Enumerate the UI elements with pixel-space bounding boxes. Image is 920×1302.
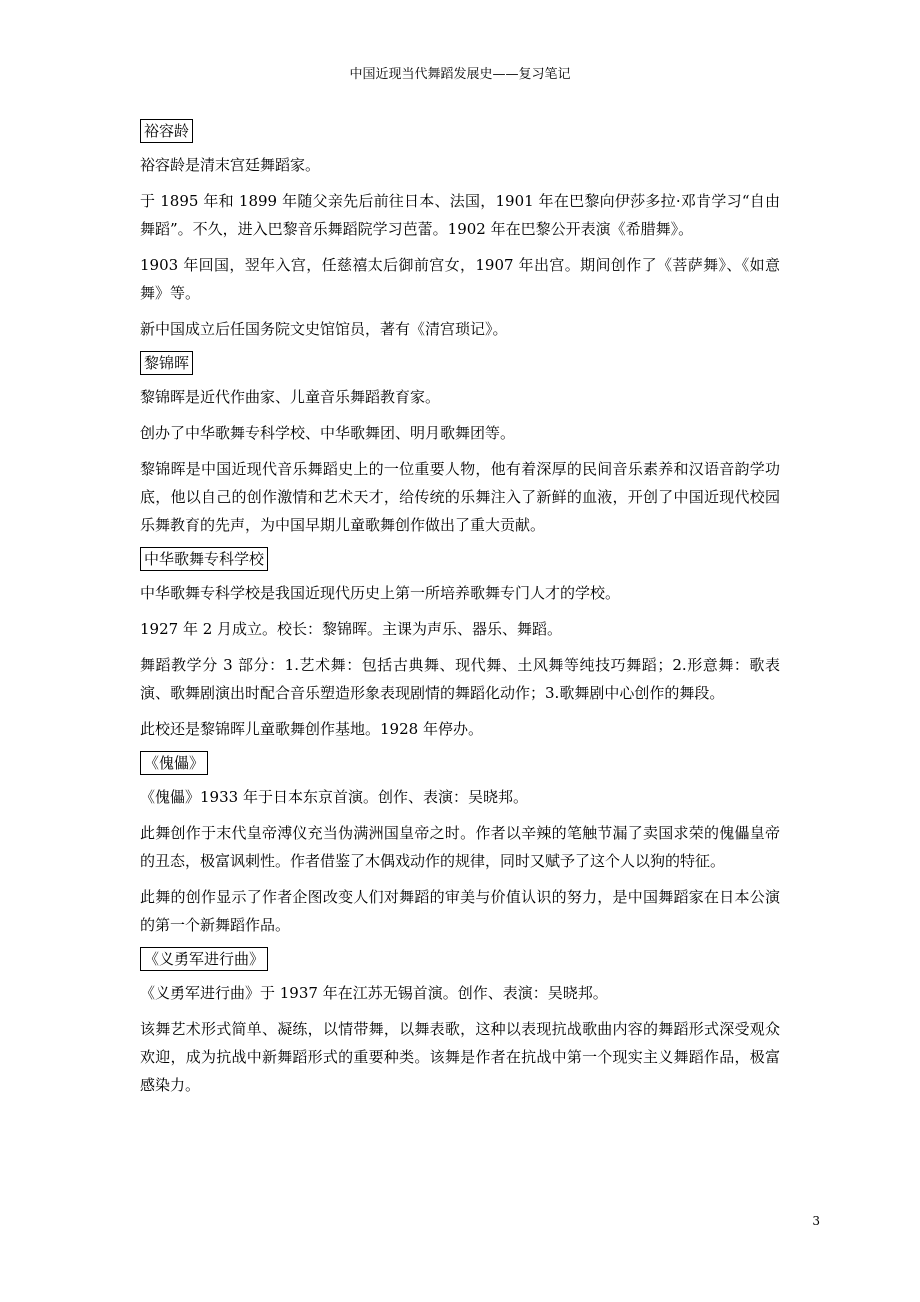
page-number: 3	[812, 1214, 820, 1228]
paragraph: 此舞的创作显示了作者企图改变人们对舞蹈的审美与价值认识的努力，是中国舞蹈家在日本公演的第一个新舞蹈作品。	[140, 888, 780, 934]
paragraph: 1927 年 2 月成立。校长：黎锦晖。主课为声乐、器乐、舞蹈。	[140, 620, 563, 638]
paragraph: 创办了中华歌舞专科学校、中华歌舞团、明月歌舞团等。	[140, 424, 516, 442]
section-title: 裕容龄	[140, 119, 193, 143]
section-title: 《傀儡》	[140, 751, 208, 775]
section-title: 中华歌舞专科学校	[140, 547, 268, 571]
paragraph: 中华歌舞专科学校是我国近现代历史上第一所培养歌舞专门人才的学校。	[140, 584, 621, 602]
section-kuilei	[140, 751, 780, 939]
section-zhonghua-school	[140, 547, 780, 743]
paragraph: 裕容龄是清末宫廷舞蹈家。	[140, 156, 321, 174]
paragraph: 1903 年回国，翌年入宫，任慈禧太后御前宫女，1907 年出宫。期间创作了《菩萨舞》、《如意舞》等。	[140, 256, 780, 302]
paragraph: 舞蹈教学分 3 部分：1.艺术舞：包括古典舞、现代舞、土风舞等纯技巧舞蹈；2.形意舞：歌表演、歌舞剧演出时配合音乐塑造形象表现剧情的舞蹈化动作；3.歌舞剧中心创作的舞段。	[140, 656, 780, 702]
paragraph: 于 1895 年和 1899 年随父亲先后前往日本、法国，1901 年在巴黎向伊莎多拉·邓肯学习“自由舞蹈”。不久，进入巴黎音乐舞蹈院学习芭蕾。1902 年在巴黎公开表演《希腊舞》。	[140, 192, 780, 238]
section-yu-rongling	[140, 119, 780, 343]
section-title: 《义勇军进行曲》	[140, 947, 268, 971]
paragraph: 此舞创作于末代皇帝溥仪充当伪满洲国皇帝之时。作者以辛辣的笔触节漏了卖国求荣的傀儡皇帝的丑态，极富讽刺性。作者借鉴了木偶戏动作的规律，同时又赋予了这个人以狗的特征。	[140, 824, 780, 870]
page-header: 中国近现当代舞蹈发展史——复习笔记	[349, 67, 571, 82]
section-li-jinhui	[140, 351, 780, 539]
paragraph: 黎锦晖是近代作曲家、儿童音乐舞蹈教育家。	[140, 388, 441, 406]
paragraph: 《义勇军进行曲》于 1937 年在江苏无锡首演。创作、表演：吴晓邦。	[140, 984, 608, 1002]
paragraph: 该舞艺术形式简单、凝练，以情带舞，以舞表歌，这种以表现抗战歌曲内容的舞蹈形式深受观众欢迎，成为抗战中新舞蹈形式的重要种类。该舞是作者在抗战中第一个现实主义舞蹈作品，极富感染力。	[140, 1020, 780, 1094]
paragraph: 新中国成立后任国务院文史馆馆员，著有《清宫琐记》。	[140, 320, 508, 338]
section-yiyongjun	[140, 947, 780, 1099]
document-body	[140, 119, 780, 1107]
paragraph: 黎锦晖是中国近现代音乐舞蹈史上的一位重要人物，他有着深厚的民间音乐素养和汉语音韵学功底，他以自己的创作激情和艺术天才，给传统的乐舞注入了新鲜的血液，开创了中国近现代校园乐舞教育的先声，为中国早期儿童歌舞创作做出了重大贡献。	[140, 460, 780, 534]
paragraph: 《傀儡》1933 年于日本东京首演。创作、表演：吴晓邦。	[140, 788, 528, 806]
paragraph: 此校还是黎锦晖儿童歌舞创作基地。1928 年停办。	[140, 720, 483, 738]
section-title: 黎锦晖	[140, 351, 193, 375]
